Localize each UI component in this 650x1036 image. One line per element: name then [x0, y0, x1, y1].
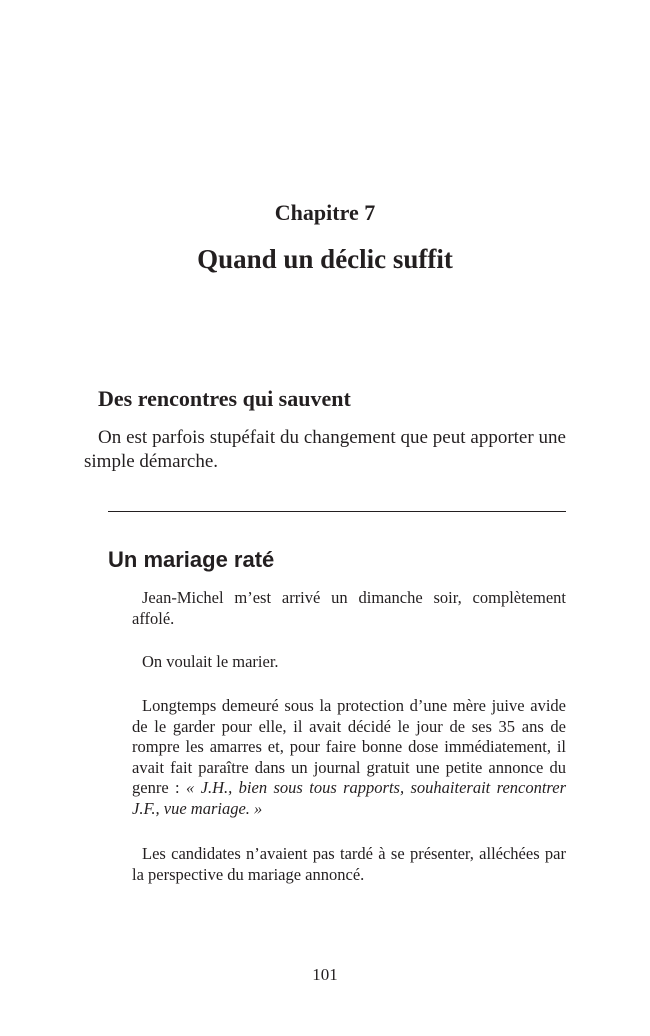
chapter-title: Quand un déclic suffit	[197, 244, 453, 274]
page-number: 101	[312, 965, 338, 984]
box-paragraph: Les candidates n’avaient pas tardé à se présenter, alléchées par la perspective du mariage annoncé.	[132, 844, 566, 884]
box-heading: Un mariage raté	[108, 547, 275, 572]
section-heading: Des rencontres qui sauvent	[98, 386, 351, 411]
classified-ad-quote: « J.H., bien sous tous rapports, souhaiterait rencontrer J.F., vue mariage. »	[132, 778, 566, 818]
box-paragraph: On voulait le marier.	[142, 652, 279, 671]
paragraph-text: Longtemps demeuré sous la protection d’une mère juive avide de le garder pour elle, il avait décidé le jour de ses 35 ans de rompre les amarres et, pour faire bonne dose immédiatement, il avait fait paraître dans un journal gratuit une petite annonce du genre :	[132, 696, 566, 797]
chapter-label: Chapitre 7	[274, 200, 376, 225]
box-paragraph	[132, 696, 566, 819]
intro-paragraph	[84, 426, 566, 474]
box-divider	[108, 511, 566, 512]
intro-text: On est parfois stupéfait du changement que peut apporter une simple démarche.	[84, 427, 566, 472]
box-paragraph: Jean-Michel m’est arrivé un dimanche soir, complètement affolé.	[132, 588, 566, 628]
